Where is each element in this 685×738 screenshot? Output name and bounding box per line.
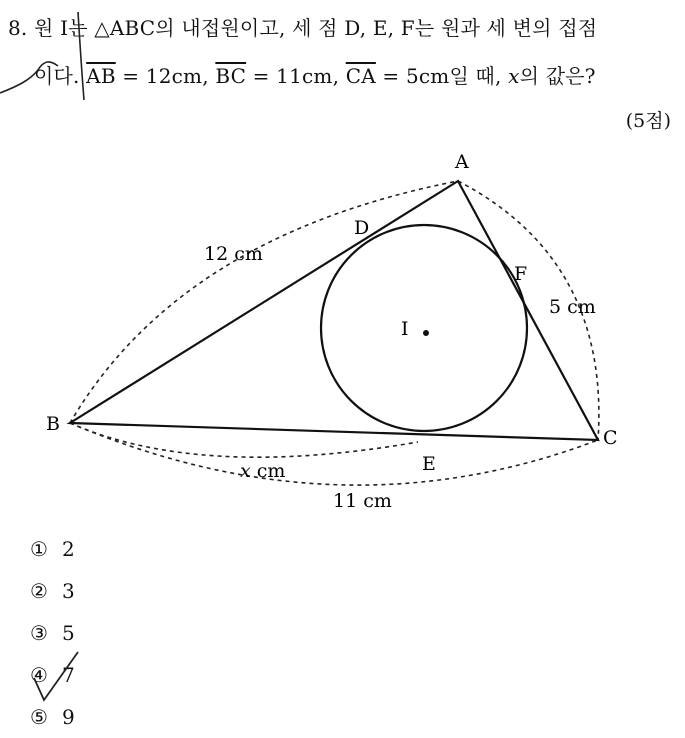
- choice-value: 5: [62, 621, 75, 645]
- choice-number: ④: [30, 663, 48, 687]
- choice-number: ⑤: [30, 705, 48, 729]
- incircle: [321, 225, 527, 431]
- choice-1[interactable]: [30, 528, 75, 570]
- points-label: (5점): [625, 110, 671, 132]
- length-label-be-unit: cm: [250, 460, 286, 482]
- question-text-1: 원 I는 △ABC의 내접원이고, 세 점 D, E, F는 원과 세 변의 접점: [34, 16, 598, 40]
- length-label-bc: 11 cm: [333, 490, 392, 512]
- segment-bc-label: $\overline{BC}$: [215, 64, 247, 88]
- vertex-label-b: B: [46, 413, 60, 435]
- length-label-ca: 5 cm: [549, 296, 596, 318]
- length-label-ab: 12 cm: [204, 243, 263, 265]
- question-text-2d: = 5cm일 때,: [375, 64, 509, 88]
- variable-x: x: [508, 64, 520, 88]
- length-label-be: [240, 460, 285, 482]
- choice-3[interactable]: [30, 612, 75, 654]
- segment-ab-label: $\overline{AB}$: [86, 64, 116, 88]
- question-text-2c: = 11cm,: [246, 64, 346, 88]
- choice-number: ①: [30, 537, 48, 561]
- choice-number: ②: [30, 579, 48, 603]
- vertex-label-c: C: [603, 427, 618, 449]
- question-text-2b: = 12cm,: [115, 64, 216, 88]
- point-label-e: E: [422, 453, 436, 475]
- incenter-label-i: I: [401, 318, 409, 340]
- choice-value: 9: [62, 705, 75, 729]
- question-number: 8.: [8, 16, 28, 40]
- choice-2[interactable]: [30, 570, 75, 612]
- triangle-abc: [70, 181, 598, 440]
- triangle-figure: [0, 140, 685, 520]
- choice-5[interactable]: [30, 696, 75, 738]
- question-text-2e: 의 값은?: [519, 64, 596, 88]
- point-label-f: F: [514, 263, 528, 285]
- choice-value: 3: [62, 579, 75, 603]
- choice-4[interactable]: [30, 654, 75, 696]
- question-line-1: [8, 12, 597, 41]
- question-text-2a: 이다.: [34, 64, 80, 88]
- vertex-label-a: A: [455, 151, 469, 173]
- point-label-d: D: [354, 217, 370, 239]
- answer-choices: [30, 528, 75, 738]
- choice-number: ③: [30, 621, 48, 645]
- segment-ca-label: $\overline{CA}$: [345, 64, 376, 88]
- length-label-be-var: x: [240, 460, 251, 482]
- incenter-dot: [423, 330, 429, 336]
- choice-value: 2: [62, 537, 75, 561]
- choice-value: 7: [62, 663, 75, 687]
- question-line-2: [34, 60, 596, 89]
